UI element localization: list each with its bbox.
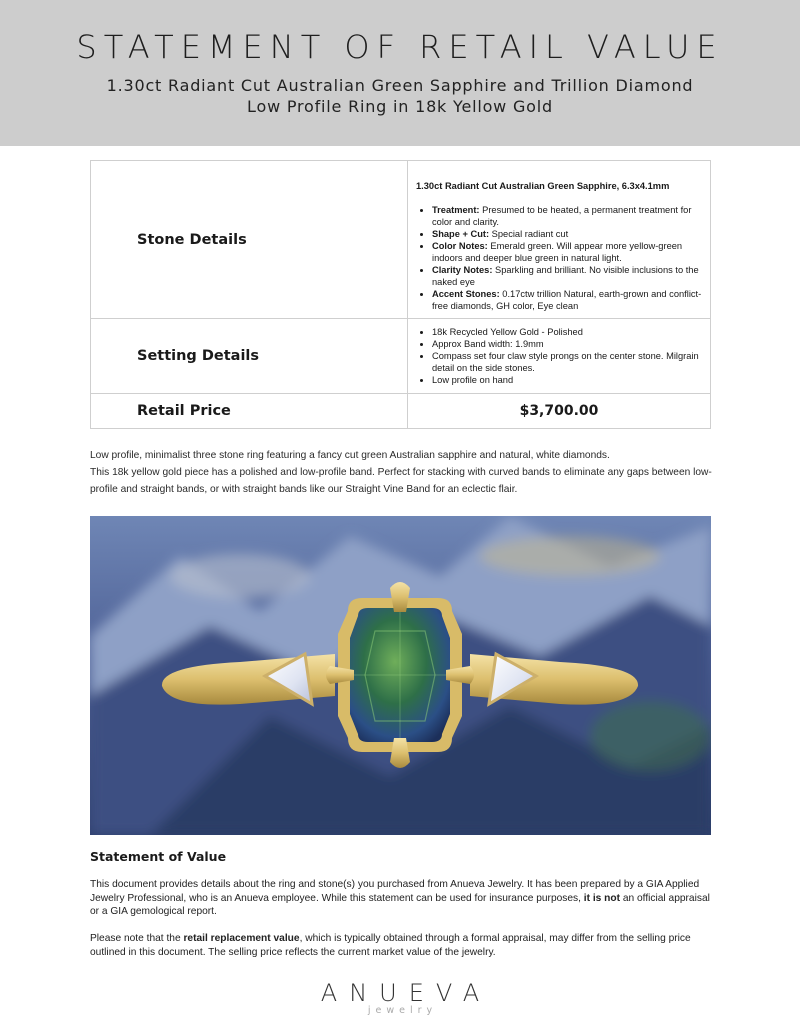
product-description xyxy=(90,447,720,498)
item-key: Treatment: xyxy=(432,204,480,215)
item-value: Emerald green. Will appear more yellow-green indoors and deeper blue green in natural light. xyxy=(432,240,683,263)
retail-price-row xyxy=(91,394,711,429)
item-value: Special radiant cut xyxy=(489,228,569,239)
p2-text: Please note that the xyxy=(90,933,184,944)
statement-of-value-title: Statement of Value xyxy=(90,849,227,864)
subtitle-line-1: 1.30ct Radiant Cut Australian Green Sapphire and Trillion Diamond xyxy=(106,76,694,95)
setting-details-row xyxy=(91,319,711,394)
stone-details-label: Stone Details xyxy=(91,161,408,319)
statement-paragraph-1 xyxy=(90,878,715,919)
description-line-1: Low profile, minimalist three stone ring featuring a fancy cut green Australian sapphire and natural, white diamonds. xyxy=(90,450,610,461)
retail-price-label: Retail Price xyxy=(91,394,408,429)
stone-details-row xyxy=(91,161,711,319)
item-key: Clarity Notes: xyxy=(432,264,493,275)
item-value: 0.17ctw trillion Natural, earth-grown and conflict-free diamonds, GH color, Eye clean xyxy=(432,288,702,311)
list-item: • Compass set four claw style prongs on the center stone. Milgrain detail on the side stones. xyxy=(432,350,702,374)
list-item: • 18k Recycled Yellow Gold - Polished xyxy=(432,326,702,338)
item-value: Sparkling and brilliant. No visible inclusions to the naked eye xyxy=(432,264,699,287)
document-title: STATEMENT OF RETAIL VALUE xyxy=(76,28,724,66)
statement-paragraph-2 xyxy=(90,932,715,959)
item-value: Presumed to be heated, a permanent treatment for color and clarity. xyxy=(432,204,692,227)
page-header xyxy=(0,0,800,146)
p2-text-end: , which is typically obtained through a formal appraisal, may differ from the selling price outlined in this document. The selling price reflects the current market value of the jewelry. xyxy=(90,933,691,958)
item-key: Color Notes: xyxy=(432,240,488,251)
p1-bold: it is not xyxy=(583,892,621,904)
p1-text: This document provides details about the ring and stone(s) you purchased from Anueva Jewelry. It has been prepared by a GIA Applied Jewelry Professional, who is an Anueva employee. While this statement can be used for insurance purposes, xyxy=(90,879,700,904)
stone-details-list xyxy=(416,204,702,312)
logo-subtitle: jewelry xyxy=(367,1005,438,1016)
ring-photo xyxy=(90,516,711,835)
list-item xyxy=(432,264,702,288)
list-item xyxy=(432,228,702,240)
list-item xyxy=(432,204,702,228)
list-item: • Low profile on hand xyxy=(432,374,702,386)
ring-illustration xyxy=(90,516,711,835)
stone-heading: 1.30ct Radiant Cut Australian Green Sapphire, 6.3x4.1mm xyxy=(416,180,670,191)
stone-details-content xyxy=(408,161,711,319)
logo-brand: ANUEVA xyxy=(320,979,492,1007)
item-key: Shape + Cut: xyxy=(432,228,490,239)
subtitle-line-2: Low Profile Ring in 18k Yellow Gold xyxy=(247,97,553,116)
list-item xyxy=(432,240,702,264)
retail-price-value: $3,700.00 xyxy=(408,394,711,429)
details-table xyxy=(90,160,711,429)
setting-details-content xyxy=(408,319,711,394)
setting-details-list xyxy=(416,326,702,386)
p2-bold: retail replacement value xyxy=(183,933,300,944)
description-line-2: This 18k yellow gold piece has a polished and low-profile band. Perfect for stacking with curved bands to eliminate any gaps between low-profile and straight bands, or with straight bands like our Straight Vine Band for an eclectic flair. xyxy=(90,467,712,495)
anueva-logo xyxy=(0,979,800,1016)
p1-text-end: an official appraisal or a GIA gemological report. xyxy=(90,892,710,917)
document-subtitle xyxy=(0,75,800,117)
list-item: • Approx Band width: 1.9mm xyxy=(432,338,702,350)
item-key: Accent Stones: xyxy=(432,288,500,299)
setting-details-label: Setting Details xyxy=(91,319,408,394)
list-item xyxy=(432,288,702,312)
